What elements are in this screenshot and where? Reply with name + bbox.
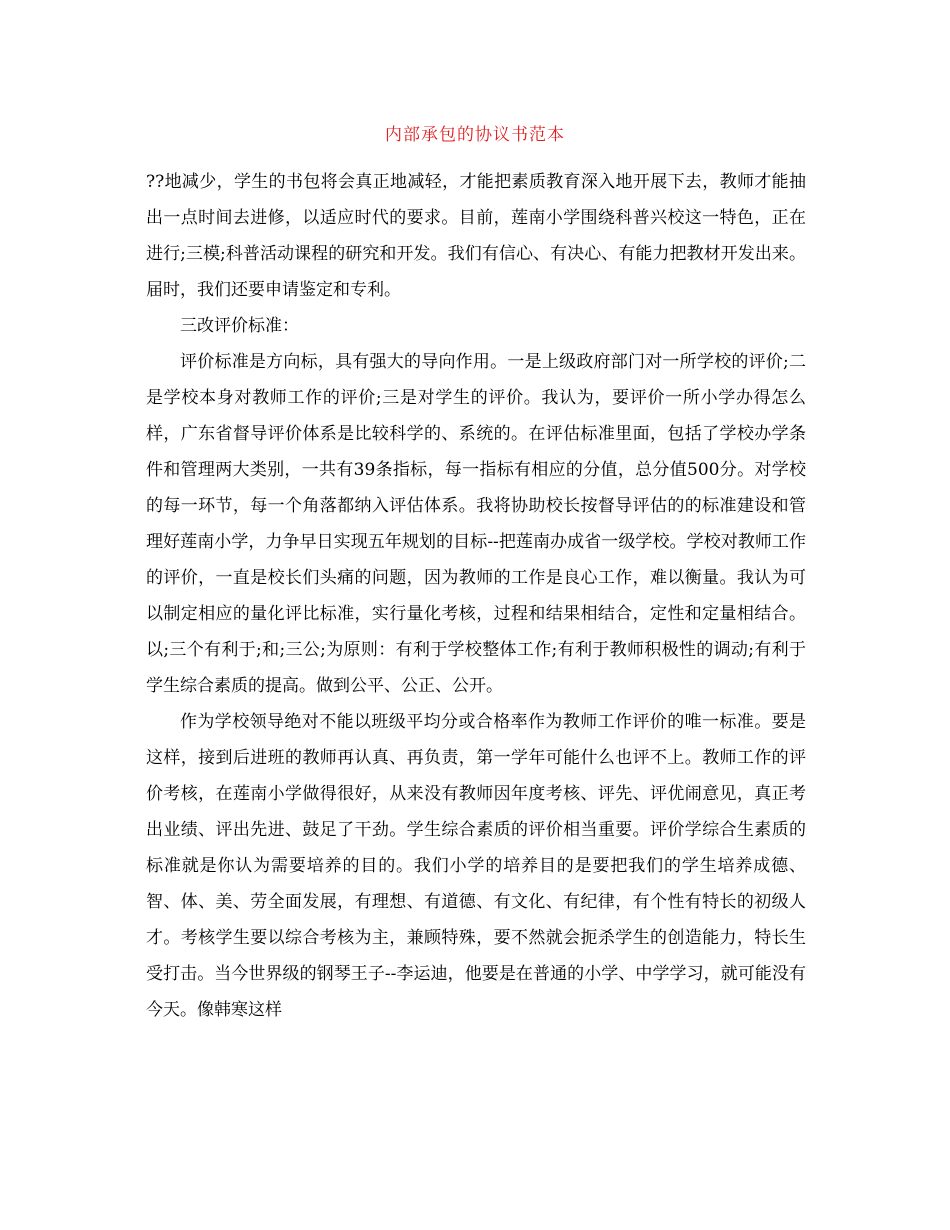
- document-title: 内部承包的协议书范本: [385, 125, 565, 145]
- document-body: [146, 164, 806, 1028]
- paragraph-2-heading: 三改评价标准：: [180, 316, 299, 336]
- paragraph-3: 评价标准是方向标，具有强大的导向作用。一是上级政府部门对一所学校的评价;二是学校本身对教师工作的评价;三是对学生的评价。我认为，要评价一所小学办得怎么样，广东省督导评价体系是比较科学的、系统的。在评估标准里面，包括了学校办学条件和管理两大类别，一共有39条指标，每一指标有相应的分值，总分值500分。对学校的每一环节，每一个角落都纳入评估体系。我将协助校长按督导评估的的标准建设和管理好莲南小学，力争早日实现五年规划的目标--把莲南办成省一级学校。学校对教师工作的评价，一直是校长们头痛的问题，因为教师的工作是良心工作，难以衡量。我认为可以制定相应的量化评比标准，实行量化考核，过程和结果相结合，定性和定量相结合。以;三个有利于;和;三公;为原则：有利于学校整体工作;有利于教师积极性的调动;有利于学生综合素质的提高。做到公平、公正、公开。: [146, 352, 806, 696]
- paragraph-1: ??地减少，学生的书包将会真正地减轻，才能把素质教育深入地开展下去，教师才能抽出一点时间去进修，以适应时代的要求。目前，莲南小学围绕科普兴校这一特色，正在进行;三模;科普活动课程的研究和开发。我们有信心、有决心、有能力把教材开发出来。届时，我们还要申请鉴定和专利。: [146, 172, 806, 300]
- paragraph-4: 作为学校领导绝对不能以班级平均分或合格率作为教师工作评价的唯一标准。要是这样，接到后进班的教师再认真、再负责，第一学年可能什么也评不上。教师工作的评价考核，在莲南小学做得很好，从来没有教师因年度考核、评先、评优闹意见，真正考出业绩、评出先进、鼓足了干劲。学生综合素质的评价相当重要。评价学综合生素质的标准就是你认为需要培养的目的。我们小学的培养目的是要把我们的学生培养成德、智、体、美、劳全面发展，有理想、有道德、有文化、有纪律，有个性有特长的初级人才。考核学生要以综合考核为主，兼顾特殊，要不然就会扼杀学生的创造能力，特长生受打击。当今世界级的钢琴王子--李运迪，他要是在普通的小学、中学学习，就可能没有今天。像韩寒这样: [146, 712, 806, 1020]
